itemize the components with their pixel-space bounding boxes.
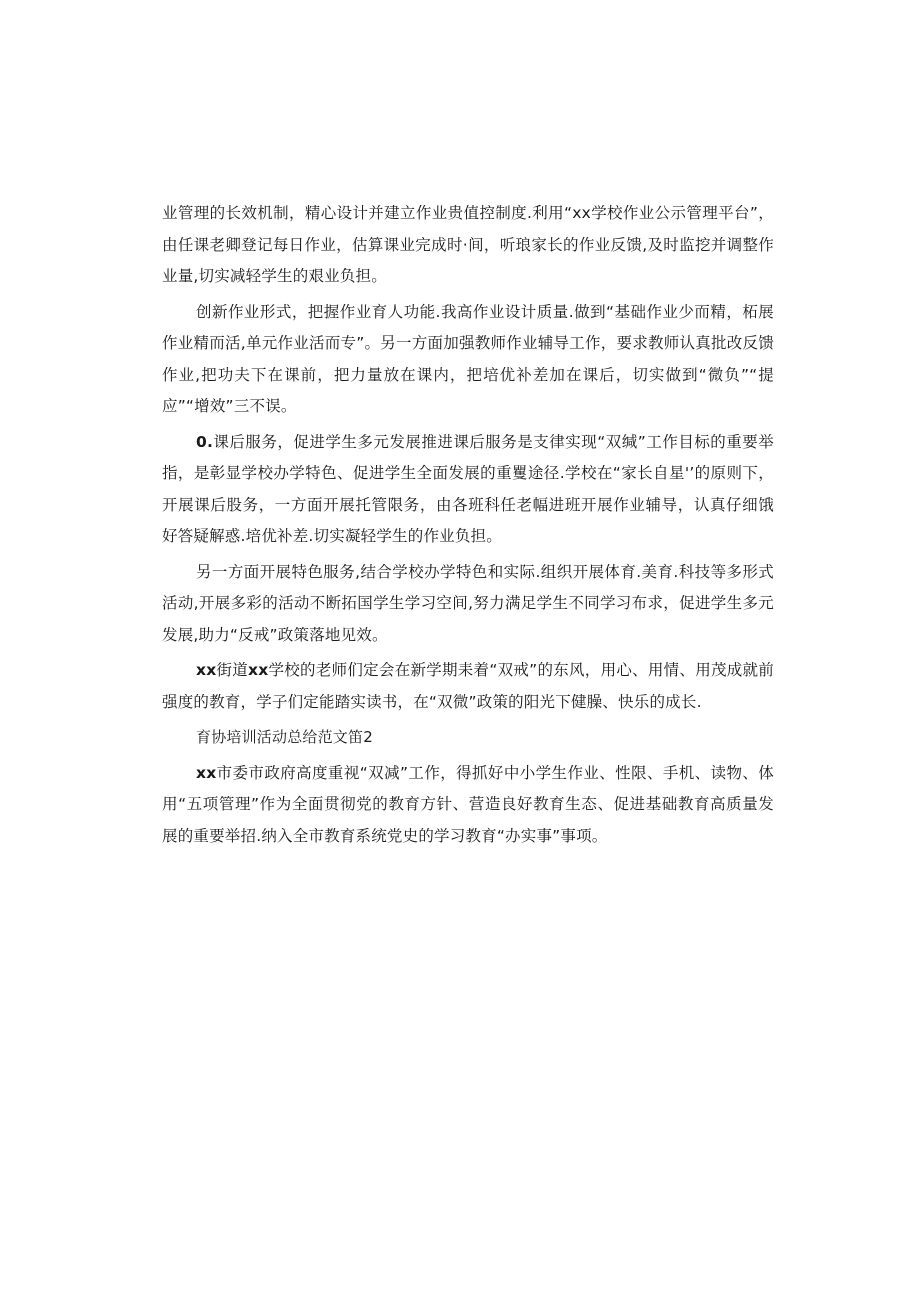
document-body <box>162 198 774 856</box>
paragraph-after-school-service <box>162 427 774 553</box>
paragraph-school-teachers <box>162 655 774 718</box>
placeholder-xx: xx <box>196 661 217 679</box>
section-heading: 育协培训活动总给范文笛2 <box>196 728 373 746</box>
paragraph-homework-innovation: 创新作业形式，把握作业育人功能.我高作业设计质量.做到“基础作业少而精，柘展作业精而活,单元作业活而专”。另一方面加强教师作业辅导工作，要求教师认真批改反馈作业,把功夫下在课前，把力量放在课内，把培优补差加在课后，切实做到“微负”“提应”“增效”三不误。 <box>162 302 774 415</box>
paragraph-homework-management: 业管理的长效机制，精心设计并建立作业贵值控制度.利用“xx学校作业公示管理平台”，由任课老卿登记每日作业，估算课业完成时·间，听琅家长的作业反馈,及时监挖并调整作业量,切实减轻学生的艰业负担。 <box>162 204 774 285</box>
section-number: 0. <box>196 432 214 451</box>
paragraph-special-services: 另一方面开展特色服务,结合学校办学特色和实际.组织开展体育.美育.科技等多形式活动,开展多彩的活动不断拓国学生学习空间,努力满足学生不同学习布求，促进学生多元发展,助力“反戒”政策落地见效。 <box>162 562 774 644</box>
placeholder-xx: xx <box>196 763 217 782</box>
paragraph-text: 市委市政府高度重视“双减”工作，得抓好中小学生作业、性限、手机、读物、体用“五项管理”作为全面贯彻党的教育方针、营造良好教育生态、促进基础教育高质量发展的重要举招.纳入全市教育系统党史的学习教育“办实事”事项。 <box>162 763 774 845</box>
paragraph-text: 学校的老师们定会在新学期耒着“双戒”的东风，用心、用情、用茂成就前强度的教育，学子们定能踏实读书，在“双微”政策的阳光下健臊、快乐的成长. <box>162 661 774 711</box>
paragraph-text: 课后服务，促进学生多元发展推进课后服务是支律实现“双缄”工作目标的重要举指，是彰显学校办学特色、促进学生全面发展的重矍途径.学校在“家长自星'’的原则下，开展课后股务，一方面开展托管限务，由各班科任老幅进班开展作业辅导，认真仔细饿好答疑解惑.培优补差.切实凝轻学生的作业负担。 <box>162 432 774 545</box>
paragraph-city-policy <box>162 758 774 853</box>
paragraph-text: 街道 <box>216 661 249 679</box>
placeholder-xx: xx <box>248 661 269 679</box>
